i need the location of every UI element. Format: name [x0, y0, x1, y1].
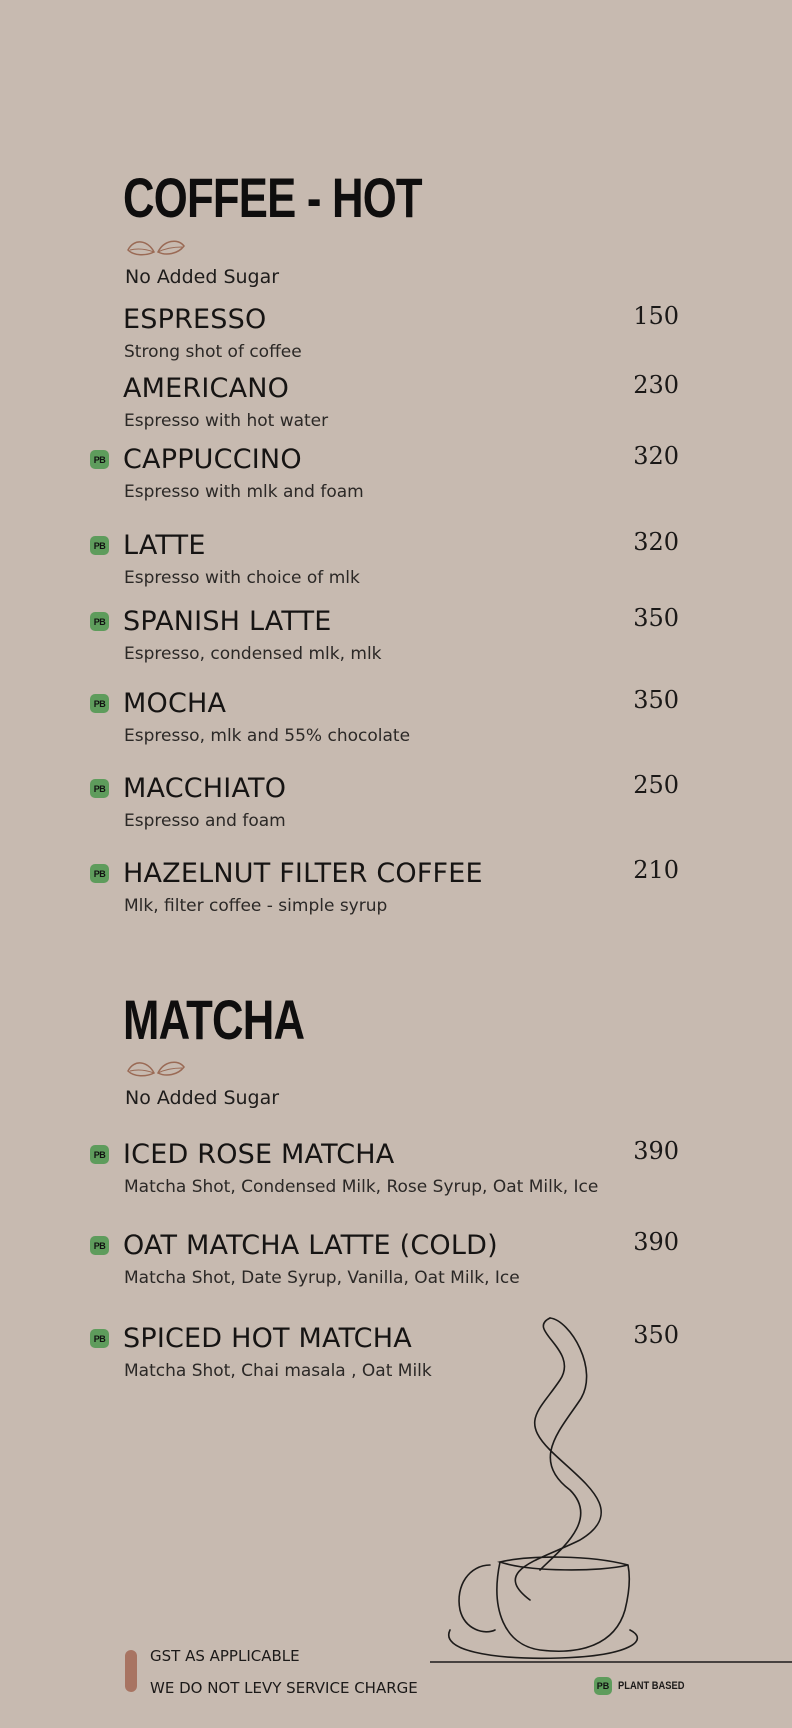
menu-item-name: SPANISH LATTE: [123, 606, 332, 637]
matcha-subtitle: No Added Sugar: [125, 1087, 280, 1109]
menu-item-description: Matcha Shot, Condensed Milk, Rose Syrup, Oat Milk, Ice: [124, 1177, 599, 1197]
menu-item: [0, 773, 792, 843]
menu-item-name: MOCHA: [123, 688, 227, 719]
menu-item-price: 350: [633, 686, 679, 714]
menu-item-price: 250: [633, 771, 679, 799]
menu-item-name: AMERICANO: [123, 373, 290, 404]
menu-item-name: CAPPUCCINO: [123, 444, 302, 475]
menu-item: [0, 1139, 792, 1209]
menu-item-name: SPICED HOT MATCHA: [123, 1323, 412, 1354]
menu-item: [0, 530, 792, 600]
menu-item: [0, 1230, 792, 1300]
menu-item-price: 320: [633, 442, 679, 470]
menu-item: [0, 688, 792, 758]
plant-based-legend: [594, 1677, 696, 1695]
menu-item-description: Espresso with hot water: [124, 411, 329, 431]
menu-item-description: Espresso, condensed mlk, mlk: [124, 644, 382, 664]
footer-service-charge-note: WE DO NOT LEVY SERVICE CHARGE: [150, 1679, 418, 1697]
menu-item-price: 150: [633, 302, 679, 330]
pb-badge: PB: [90, 1236, 109, 1255]
section-title-matcha: MATCHA: [123, 988, 305, 1051]
pb-badge: PB: [90, 450, 109, 469]
pb-badge: PB: [90, 1329, 109, 1348]
pb-badge: PB: [594, 1677, 612, 1695]
coffee-subtitle: No Added Sugar: [125, 266, 280, 288]
menu-item-price: 390: [633, 1228, 679, 1256]
pb-badge: PB: [90, 694, 109, 713]
menu-item-description: Strong shot of coffee: [124, 342, 302, 362]
menu-item-price: 350: [633, 604, 679, 632]
pb-badge: PB: [90, 864, 109, 883]
menu-item-name: ESPRESSO: [123, 304, 267, 335]
menu-item: [0, 444, 792, 514]
menu-item-name: HAZELNUT FILTER COFFEE: [123, 858, 483, 889]
menu-item-description: Mlk, filter coffee - simple syrup: [124, 896, 388, 916]
section-title-coffee: COFFEE - HOT: [123, 166, 422, 229]
menu-item: [0, 304, 792, 374]
menu-item: [0, 373, 792, 443]
menu-item-price: 210: [633, 856, 679, 884]
menu-item-price: 230: [633, 371, 679, 399]
menu-item-description: Espresso, mlk and 55% chocolate: [124, 726, 411, 746]
menu-item: [0, 858, 792, 928]
pb-badge: PB: [90, 536, 109, 555]
footer-gst-note: GST AS APPLICABLE: [150, 1647, 300, 1665]
leaf-pair-icon: [124, 1057, 188, 1081]
menu-item-description: Espresso with choice of mlk: [124, 568, 360, 588]
menu-item-price: 320: [633, 528, 679, 556]
pb-badge: PB: [90, 612, 109, 631]
menu-item-price: 390: [633, 1137, 679, 1165]
plant-based-label: PLANT BASED: [618, 1680, 685, 1692]
menu-item-name: MACCHIATO: [123, 773, 287, 804]
menu-item-description: Matcha Shot, Chai masala , Oat Milk: [124, 1361, 432, 1381]
leaf-pair-icon: [124, 236, 188, 260]
menu-item-price: 350: [633, 1321, 679, 1349]
footer-accent-bar: [125, 1650, 137, 1692]
pb-badge: PB: [90, 779, 109, 798]
menu-item-description: Matcha Shot, Date Syrup, Vanilla, Oat Milk, Ice: [124, 1268, 520, 1288]
menu-item: [0, 606, 792, 676]
menu-item-name: ICED ROSE MATCHA: [123, 1139, 395, 1170]
menu-item-description: Espresso with mlk and foam: [124, 482, 364, 502]
menu-item-description: Espresso and foam: [124, 811, 286, 831]
pb-badge: PB: [90, 1145, 109, 1164]
menu-item-name: LATTE: [123, 530, 206, 561]
coffee-cup-steam-icon: [430, 1310, 792, 1670]
menu-item-name: OAT MATCHA LATTE (COLD): [123, 1230, 498, 1261]
